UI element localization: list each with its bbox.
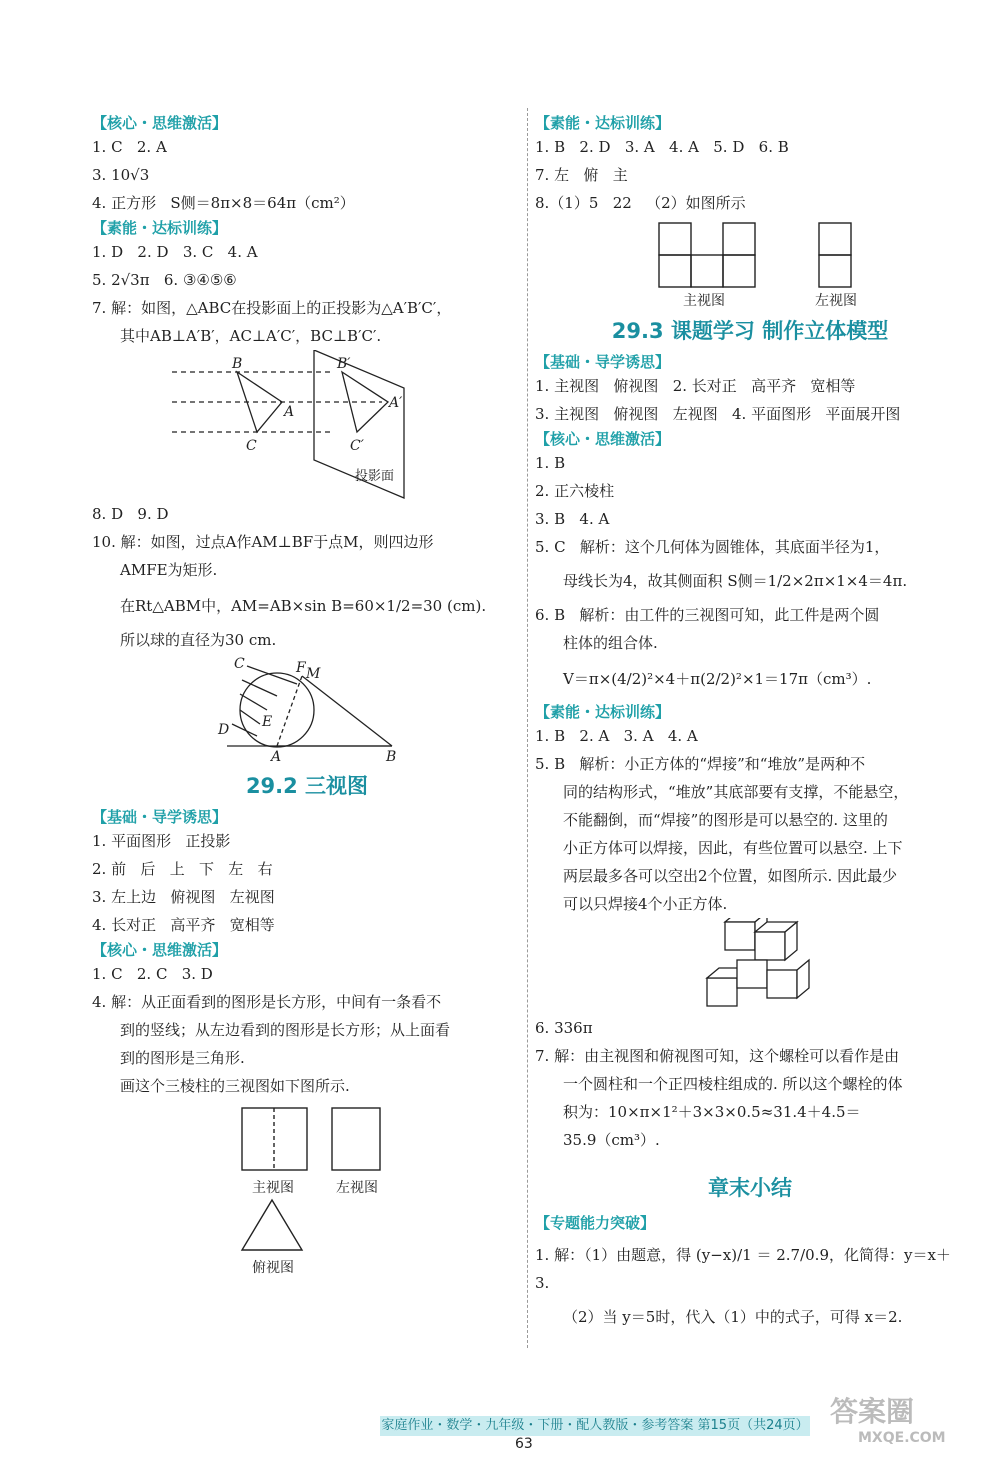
answer-line: 3. 10√3 [92,166,150,184]
answer-line: 10. 解：如图，过点A作AM⊥BF于点M，则四边形 [92,533,434,551]
label-C: C [246,438,257,454]
answer-line: 1. 主视图 俯视图 2. 长对正 高平齐 宽相等 [535,377,856,395]
answer-line: 到的竖线；从左边看到的图形是长方形；从上面看 [120,1021,451,1039]
label-D: D [218,722,230,738]
label-B: B [232,356,243,372]
answer-line: 5. C 解析：这个几何体为圆锥体，其底面半径为1， [535,538,890,556]
section-tag: 【基础・导学诱思】 [92,808,228,826]
answer-line: V＝π×(4/2)²×4＋π(2/2)²×1＝17π（cm³）. [563,670,872,688]
answer-line: 5. 2√3π 6. ③④⑤⑥ [92,271,237,289]
three-views-figure [92,1100,522,1280]
answer-line: 1. B 2. A 3. A 4. A [535,727,698,745]
answer-line: 柱体的组合体. [563,634,658,652]
answer-line: 母线长为4，故其侧面积 S侧＝1/2×2π×1×4＝4π. [563,572,908,590]
section-tag: 【素能・达标训练】 [535,114,671,132]
answer-line: 7. 解：如图，△ABC在投影面上的正投影为△A′B′C′， [92,299,452,317]
answer-line: 同的结构形式，“堆放”其底部要有支撑，不能悬空， [563,783,909,801]
answer-line: 8.（1）5 22 （2）如图所示 [535,194,746,212]
label-C: C [234,656,245,672]
answer-line: 1. D 2. D 3. C 4. A [92,243,258,261]
answer-line: 在Rt△ABM中，AM=AB×sin B=60×1/2=30 (cm). [120,597,487,615]
answer-line: 8. D 9. D [92,505,169,523]
answer-line: 6. B 解析：由工件的三视图可知，此工件是两个圆 [535,606,880,624]
label-F: F [296,660,306,676]
answer-line: 1. 解：（1）由题意，得 (y−x)/1 ＝ 2.7/0.9，化简得：y＝x＋3. [535,1246,951,1292]
answer-line: 2. 前 后 上 下 左 右 [92,860,273,878]
answer-line: 不能翻倒，而“焊接”的图形是可以悬空的. 这里的 [563,811,888,829]
answer-line: 1. C 2. A [92,138,167,156]
label-M: M [306,666,321,682]
label-B-prime: B′ [337,356,351,372]
label-B: B [386,749,397,764]
answer-line: AMFE为矩形. [120,561,218,579]
answer-line: 7. 左 俯 主 [535,166,628,184]
section-tag: 【核心・思维激活】 [92,114,228,132]
label-A: A [271,749,282,764]
column-divider [527,108,528,1348]
section-title: 29.2 三视图 [245,774,369,798]
caption-top-view: 俯视图 [252,1260,294,1276]
answer-line: 3. 主视图 俯视图 左视图 4. 平面图形 平面展开图 [535,405,901,423]
caption-main-view: 主视图 [683,293,725,309]
section-title: 29.3 课题学习 制作立体模型 [611,319,889,343]
left-column [92,112,522,1280]
answer-line: 到的图形是三角形. [120,1049,245,1067]
answer-line: 35.9（cm³）. [563,1131,660,1149]
page-number: 63 [515,1436,533,1452]
section-tag: 【专题能力突破】 [535,1214,656,1232]
answer-line: 6. 336π [535,1019,593,1037]
section-tag: 【素能・达标训练】 [535,703,671,721]
answer-line: 1. B [535,454,566,472]
sphere-figure [92,654,522,764]
answer-line: 5. B 解析：小正方体的“焊接”和“堆放”是两种不 [535,755,866,773]
section-tag: 【基础・导学诱思】 [535,353,671,371]
answer-line: 两层最多各可以空出2个位置，如图所示. 因此最少 [563,867,898,885]
section-tag: 【素能・达标训练】 [92,219,228,237]
caption-main-view: 主视图 [252,1180,294,1196]
answer-line: 4. 长对正 高平齐 宽相等 [92,916,275,934]
answer-line: 3. B 4. A [535,510,610,528]
answer-line: 4. 解：从正面看到的图形是长方形，中间有一条看不 [92,993,442,1011]
right-column [535,112,965,1331]
section-tag: 【核心・思维激活】 [92,941,228,959]
label-plane: 投影面 [355,469,395,484]
answer-line: 2. 正六棱柱 [535,482,615,500]
answer-line: 其中AB⊥A′B′，AC⊥A′C′，BC⊥B′C′. [120,327,382,345]
answer-line: 一个圆柱和一个正四棱柱组成的. 所以这个螺栓的体 [563,1075,903,1093]
views-figure [535,217,965,309]
answer-line: 积为：10×π×1²＋3×3×0.5≈31.4＋4.5＝ [563,1103,861,1121]
caption-left-view: 左视图 [336,1180,378,1196]
cubes-figure [535,918,965,1014]
answer-line: 1. 平面图形 正投影 [92,832,231,850]
answer-line: 3. 左上边 俯视图 左视图 [92,888,275,906]
watermark-url: MXQE.COM [858,1430,946,1446]
answer-line: 4. 正方形 S侧＝8π×8＝64π（cm²） [92,194,355,212]
answer-line: 7. 解：由主视图和俯视图可知，这个螺栓可以看作是由 [535,1047,900,1065]
section-tag: 【核心・思维激活】 [535,430,671,448]
label-A: A [284,404,295,420]
projection-figure [92,350,522,500]
answer-line: （2）当 y＝5时，代入（1）中的式子，可得 x＝2. [563,1308,903,1326]
answer-line: 可以只焊接4个小正方体. [563,895,728,913]
answer-line: 小正方体可以焊接，因此，有些位置可以悬空. 上下 [563,839,903,857]
label-A-prime: A′ [389,395,403,411]
label-C-prime: C′ [350,438,364,454]
answer-line: 画这个三棱柱的三视图如下图所示. [120,1077,350,1095]
answer-line: 1. C 2. C 3. D [92,965,213,983]
watermark: 答案圈 [830,1395,915,1428]
answer-line: 所以球的直径为30 cm. [120,631,277,649]
answer-line: 1. B 2. D 3. A 4. A 5. D 6. B [535,138,789,156]
label-E: E [262,714,273,730]
section-title: 章末小结 [708,1176,792,1200]
page-footer: 家庭作业・数学・九年级・下册・配人教版・参考答案 第15页（共24页） [380,1416,810,1436]
caption-left-view: 左视图 [815,293,857,309]
